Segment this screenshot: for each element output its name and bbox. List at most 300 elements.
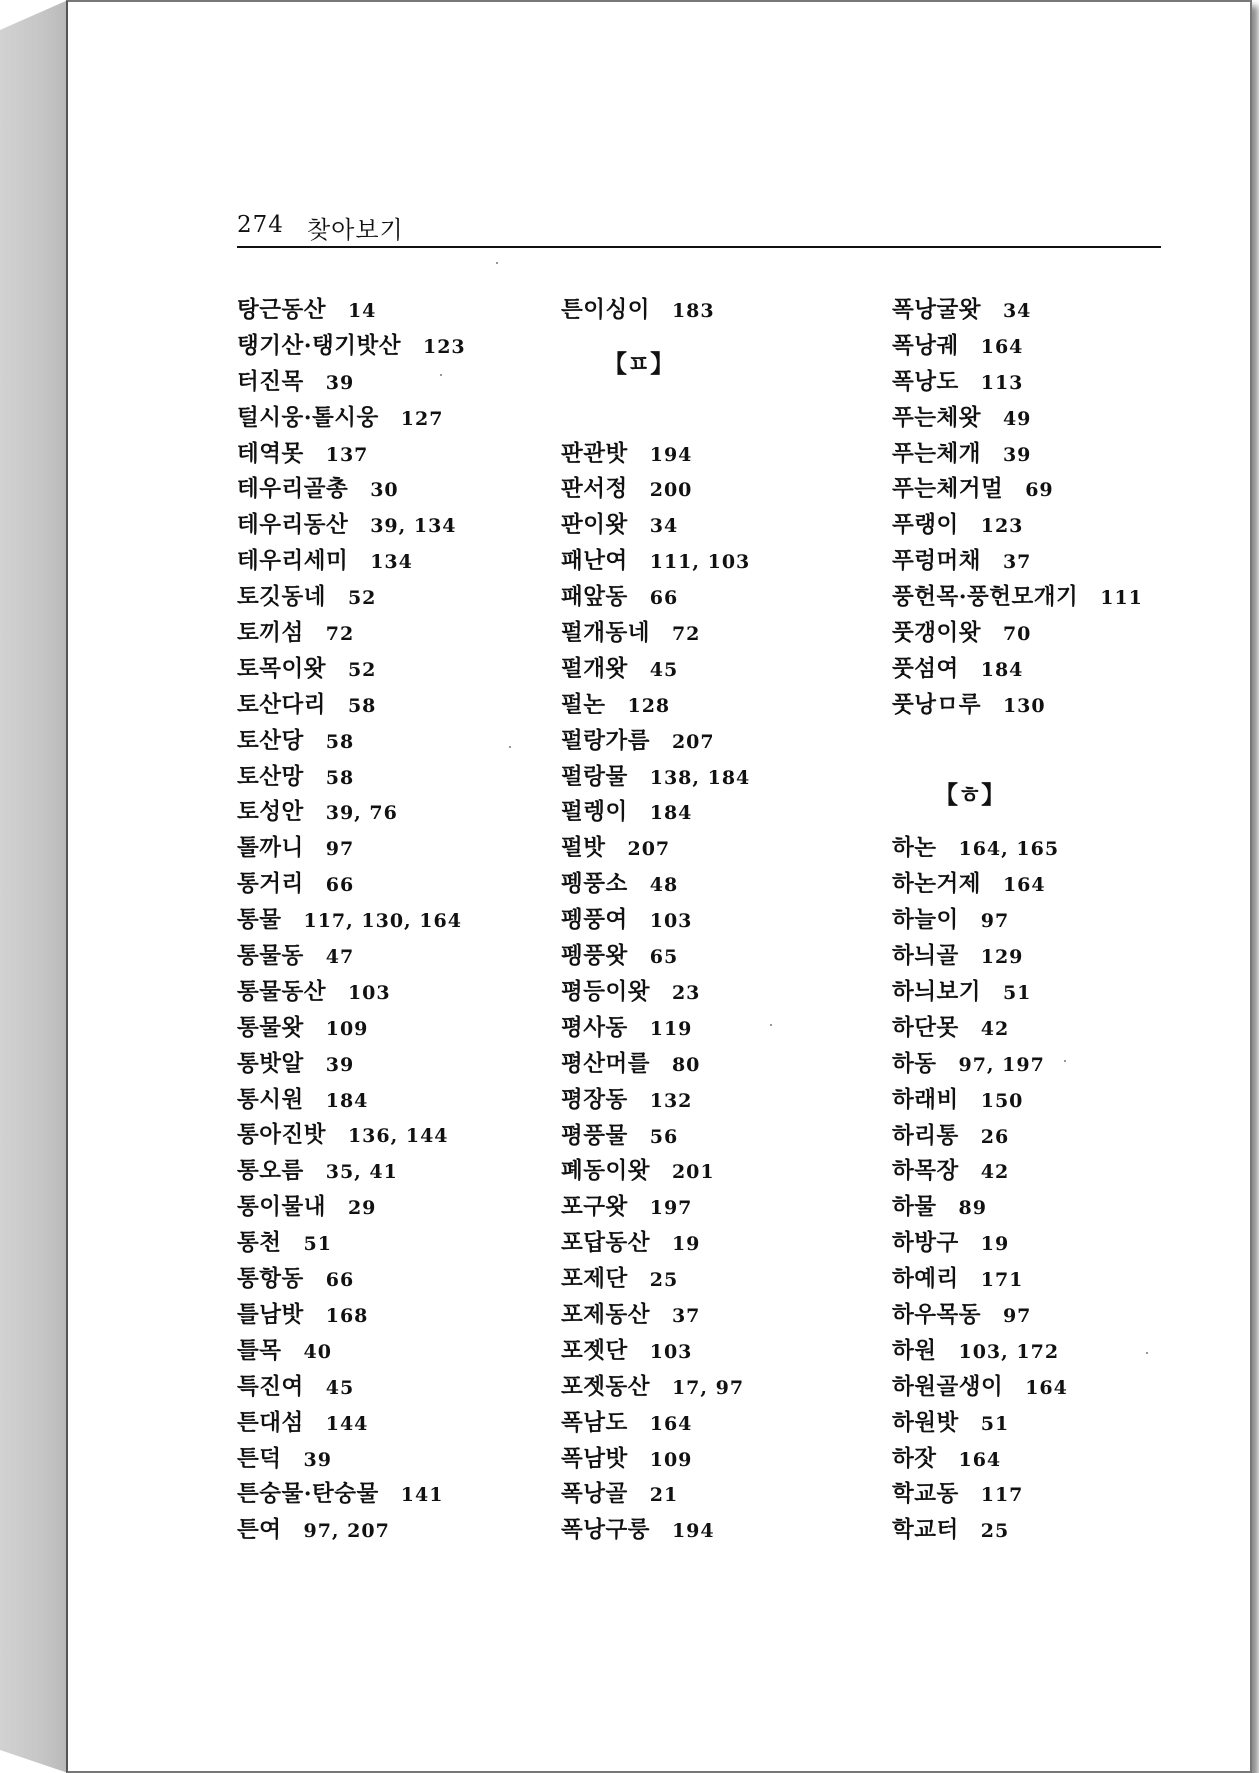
index-term: 푸는체왓 — [892, 404, 981, 431]
index-page-refs: 137 — [325, 443, 369, 466]
index-term: 포답동산 — [561, 1230, 650, 1257]
index-page-refs: 47 — [325, 946, 355, 969]
index-entry — [237, 543, 537, 579]
index-term: 하동 — [892, 1050, 937, 1077]
index-term: 폭낭궤 — [892, 332, 959, 359]
index-term: 폐동이왓 — [561, 1158, 650, 1185]
index-term: 하원 — [892, 1337, 937, 1364]
index-entry — [892, 1082, 1192, 1118]
index-entry — [892, 328, 1192, 364]
index-term: 튼덕 — [237, 1445, 282, 1472]
index-term: 평사동 — [561, 1014, 628, 1041]
index-page-refs: 66 — [325, 1269, 355, 1292]
index-entry — [237, 1369, 537, 1405]
index-term: 테우리골총 — [237, 476, 349, 503]
index-entry — [237, 938, 537, 974]
index-page-refs: 141 — [400, 1484, 444, 1507]
index-term: 통밧알 — [237, 1050, 304, 1077]
index-term: 평등이왓 — [561, 978, 650, 1005]
index-term: 하논거제 — [892, 871, 981, 898]
index-term: 통물동 — [237, 943, 304, 970]
index-term: 판이왓 — [561, 512, 628, 539]
index-entry — [892, 651, 1192, 687]
index-page-refs: 25 — [649, 1269, 679, 1292]
speck — [770, 1024, 772, 1026]
index-page-refs: 56 — [649, 1125, 679, 1148]
index-page-refs: 113 — [980, 371, 1024, 394]
index-entry — [892, 471, 1192, 507]
index-term: 토산다리 — [237, 691, 326, 718]
index-entry — [892, 543, 1192, 579]
index-page-refs: 164 — [980, 335, 1024, 358]
index-page-refs: 97, 207 — [303, 1520, 390, 1543]
index-page-refs: 97, 197 — [958, 1053, 1045, 1076]
index-term: 통이물내 — [237, 1194, 326, 1221]
index-page-refs: 34 — [1002, 300, 1032, 322]
index-entry — [561, 471, 861, 507]
index-term: 터진목 — [237, 368, 304, 395]
index-term: 평산머를 — [561, 1050, 650, 1077]
index-page-refs: 134 — [370, 551, 413, 574]
index-page-refs: 51 — [303, 1233, 332, 1256]
index-entry — [237, 902, 537, 938]
index-term: 폭남밧 — [561, 1445, 628, 1472]
index-term: 패난여 — [561, 548, 628, 575]
index-term: 테우리세미 — [237, 548, 349, 575]
index-term: 통시원 — [237, 1086, 304, 1113]
index-page-refs: 128 — [627, 694, 671, 717]
index-entry — [561, 794, 861, 830]
index-page-refs: 39 — [325, 371, 355, 394]
index-entry — [237, 1082, 537, 1118]
index-term: 펄개왓 — [561, 655, 628, 682]
speck — [496, 262, 498, 264]
index-entry — [561, 687, 861, 723]
index-page-refs: 39, 134 — [370, 515, 457, 538]
index-page-refs: 164 — [1025, 1376, 1068, 1399]
index-term: 하원골생이 — [892, 1373, 1004, 1400]
index-entry — [237, 1046, 537, 1082]
page-header — [237, 212, 1161, 248]
index-page-refs: 97 — [1002, 1304, 1032, 1327]
index-page-refs: 19 — [671, 1233, 701, 1256]
index-entry — [237, 292, 537, 328]
index-entry — [892, 1010, 1192, 1046]
index-term: 펄논 — [561, 691, 606, 718]
index-entry — [561, 1512, 861, 1548]
index-entry — [237, 579, 537, 615]
index-page-refs: 51 — [980, 1412, 1010, 1435]
index-term: 포젯동산 — [561, 1373, 650, 1400]
index-spacer — [892, 723, 1192, 759]
index-page-refs: 127 — [400, 407, 444, 430]
index-term: 털시웅·톨시웅 — [237, 404, 379, 431]
index-page-refs: 37 — [671, 1304, 701, 1327]
index-page-refs: 111 — [1100, 587, 1143, 610]
index-entry — [237, 1153, 537, 1189]
index-page-refs: 117 — [980, 1484, 1024, 1507]
index-page-refs: 17, 97 — [671, 1376, 745, 1399]
index-term: 틀목 — [237, 1337, 282, 1364]
index-term: 펄개동네 — [561, 620, 650, 647]
index-page-refs: 35, 41 — [325, 1161, 398, 1184]
index-page-refs: 144 — [325, 1412, 369, 1435]
index-term: 하논 — [892, 835, 937, 862]
index-page-refs: 21 — [649, 1484, 679, 1507]
index-entry — [561, 436, 861, 472]
index-entry — [237, 1225, 537, 1261]
index-entry — [237, 866, 537, 902]
index-page-refs: 168 — [325, 1304, 369, 1327]
index-entry — [237, 830, 537, 866]
index-entry — [561, 1118, 861, 1154]
index-entry — [237, 1476, 537, 1512]
index-column-1 — [237, 292, 537, 1548]
index-entry — [237, 364, 537, 400]
index-term: 통항동 — [237, 1266, 304, 1293]
index-entry — [561, 292, 861, 328]
index-entry — [237, 615, 537, 651]
index-term: 통오름 — [237, 1158, 304, 1185]
index-term: 폭남도 — [561, 1409, 628, 1436]
index-term: 튼이싱이 — [561, 297, 650, 323]
index-entry — [892, 1261, 1192, 1297]
index-term: 펭풍소 — [561, 871, 628, 898]
index-entry — [892, 579, 1192, 615]
index-term: 하목장 — [892, 1158, 959, 1185]
index-page-refs: 183 — [671, 300, 715, 322]
index-term: 튼대섬 — [237, 1409, 304, 1436]
index-page-refs: 194 — [671, 1520, 715, 1543]
index-entry — [561, 1082, 861, 1118]
index-page-refs: 164 — [958, 1448, 1002, 1471]
index-page-refs: 97 — [325, 838, 355, 861]
speck — [440, 374, 442, 376]
index-page-refs: 40 — [303, 1340, 332, 1363]
index-entry — [561, 1010, 861, 1046]
index-term: 하늘이 — [892, 907, 959, 934]
index-term: 하원밧 — [892, 1409, 959, 1436]
index-term: 판서정 — [561, 476, 628, 503]
index-page-refs: 23 — [671, 981, 701, 1004]
index-entry — [561, 507, 861, 543]
index-term: 풍헌목·풍헌모개기 — [892, 584, 1079, 611]
book-spine-edge — [0, 0, 68, 1773]
index-page-refs: 184 — [649, 802, 693, 825]
index-term: 하우목동 — [892, 1301, 981, 1328]
index-page-refs: 132 — [649, 1089, 693, 1112]
index-entry — [237, 651, 537, 687]
index-page-refs: 51 — [1002, 981, 1032, 1004]
index-term: 통천 — [237, 1230, 282, 1257]
index-page-refs: 29 — [347, 1197, 377, 1220]
index-entry — [237, 1441, 537, 1477]
index-entry — [561, 1476, 861, 1512]
index-entry — [892, 507, 1192, 543]
index-entry — [561, 759, 861, 795]
index-entry — [892, 436, 1192, 472]
index-spacer — [561, 400, 861, 436]
index-page-refs: 66 — [325, 874, 355, 897]
index-page-refs: 150 — [980, 1089, 1024, 1112]
index-term: 푸랭이 — [892, 512, 959, 539]
index-term: 풋섬여 — [892, 655, 959, 682]
index-entry — [892, 1118, 1192, 1154]
index-entry — [561, 1046, 861, 1082]
index-entry — [892, 866, 1192, 902]
index-entry — [892, 1153, 1192, 1189]
index-column-3 — [892, 292, 1192, 1548]
index-section-heading: 【ㅍ】 — [603, 348, 675, 378]
index-entry — [237, 400, 537, 436]
index-term: 포제동산 — [561, 1301, 650, 1328]
index-term: 토성안 — [237, 799, 304, 826]
index-entry — [892, 292, 1192, 328]
index-page-refs: 123 — [422, 335, 466, 358]
index-term: 하래비 — [892, 1086, 959, 1113]
index-page-refs: 123 — [980, 515, 1024, 538]
index-page-refs: 130 — [1002, 694, 1046, 717]
index-entry — [237, 1297, 537, 1333]
index-page-refs: 39 — [1002, 443, 1032, 466]
index-term: 토산망 — [237, 763, 304, 790]
index-term: 하방구 — [892, 1230, 959, 1257]
index-page-refs: 39 — [303, 1448, 332, 1471]
index-entry — [892, 938, 1192, 974]
index-entry — [561, 1153, 861, 1189]
index-page-refs: 48 — [649, 874, 679, 897]
index-page-refs: 19 — [980, 1233, 1010, 1256]
index-term: 탕근동산 — [237, 297, 326, 323]
index-term: 틀남밧 — [237, 1301, 304, 1328]
index-term: 하잣 — [892, 1445, 937, 1472]
index-entry — [892, 830, 1192, 866]
page-number: 274 — [237, 212, 284, 238]
index-entry — [561, 1261, 861, 1297]
index-term: 학교터 — [892, 1517, 959, 1544]
index-term: 하늬골 — [892, 943, 959, 970]
index-entry — [237, 759, 537, 795]
index-page-refs: 69 — [1025, 479, 1054, 502]
index-term: 펄밧 — [561, 835, 606, 862]
index-page-refs: 200 — [649, 479, 693, 502]
index-entry — [561, 1405, 861, 1441]
index-term: 튼숭물·탄숭물 — [237, 1481, 379, 1508]
index-term: 폭낭구룽 — [561, 1517, 650, 1544]
index-page-refs: 39 — [325, 1053, 355, 1076]
index-page-refs: 80 — [671, 1053, 701, 1076]
index-page-refs: 52 — [347, 587, 377, 610]
index-page-refs: 34 — [649, 515, 679, 538]
index-term: 통물동산 — [237, 978, 326, 1005]
index-page-refs: 119 — [649, 1017, 693, 1040]
index-page-refs: 197 — [649, 1197, 693, 1220]
index-entry — [237, 687, 537, 723]
index-page-refs: 45 — [649, 658, 679, 681]
index-entry — [237, 1117, 537, 1153]
index-term: 하예리 — [892, 1266, 959, 1293]
index-entry — [561, 615, 861, 651]
index-term: 평장동 — [561, 1086, 628, 1113]
index-term: 특진여 — [237, 1373, 304, 1400]
index-entry — [561, 1441, 861, 1477]
index-entry — [237, 1405, 537, 1441]
index-entry — [892, 1297, 1192, 1333]
index-page-refs: 103 — [649, 910, 693, 933]
index-entry — [237, 328, 537, 364]
index-term: 푸는체개 — [892, 440, 981, 467]
index-page-refs: 65 — [649, 946, 679, 969]
index-page-refs: 103, 172 — [958, 1340, 1060, 1363]
index-term: 풋갱이왓 — [892, 620, 981, 647]
index-term: 포제단 — [561, 1266, 628, 1293]
index-entry — [561, 938, 861, 974]
index-entry — [237, 1261, 537, 1297]
index-page-refs: 207 — [627, 838, 671, 861]
index-term: 펄랑가름 — [561, 727, 650, 754]
index-term: 통물 — [237, 907, 282, 934]
index-entry — [892, 1476, 1192, 1512]
index-entry — [237, 723, 537, 759]
index-page-refs: 97 — [980, 910, 1010, 933]
index-term: 탱기산·탱기밧산 — [237, 332, 401, 359]
index-term: 테역못 — [237, 440, 304, 467]
index-entry — [237, 1189, 537, 1225]
index-term: 포구왓 — [561, 1194, 628, 1221]
index-page-refs: 109 — [649, 1448, 693, 1471]
index-section-heading: 【ㅎ】 — [934, 779, 1006, 809]
index-term: 푸렁머채 — [892, 548, 981, 575]
index-page-refs: 103 — [347, 981, 391, 1004]
index-page-refs: 136, 144 — [347, 1125, 449, 1148]
index-entry — [561, 830, 861, 866]
index-page-refs: 37 — [1002, 551, 1032, 574]
index-page-refs: 70 — [1002, 623, 1032, 646]
index-column-2 — [561, 292, 861, 1548]
index-term: 하단못 — [892, 1014, 959, 1041]
index-page-refs: 66 — [649, 587, 679, 610]
index-entry — [892, 1369, 1192, 1405]
index-page-refs: 72 — [325, 623, 355, 646]
index-entry — [237, 436, 537, 472]
index-term: 평풍물 — [561, 1122, 628, 1149]
index-term: 테우리동산 — [237, 512, 349, 539]
index-term: 통아진밧 — [237, 1122, 326, 1149]
index-entry — [892, 1225, 1192, 1261]
index-entry — [892, 902, 1192, 938]
index-page-refs: 164 — [649, 1412, 693, 1435]
index-term: 하물 — [892, 1194, 937, 1221]
index-term: 토끼섬 — [237, 620, 304, 647]
index-page-refs: 42 — [980, 1161, 1010, 1184]
index-term: 튼여 — [237, 1517, 282, 1544]
index-term: 펄랑물 — [561, 763, 628, 790]
index-term: 토산당 — [237, 727, 304, 754]
index-entry — [561, 1297, 861, 1333]
index-entry — [237, 974, 537, 1010]
index-entry — [892, 400, 1192, 436]
index-page-refs: 201 — [671, 1161, 715, 1184]
index-entry — [892, 1405, 1192, 1441]
index-entry — [561, 1333, 861, 1369]
index-entry — [237, 1010, 537, 1046]
index-entry — [892, 1333, 1192, 1369]
index-entry — [561, 1369, 861, 1405]
index-term: 하늬보기 — [892, 978, 981, 1005]
index-entry — [237, 1333, 537, 1369]
index-entry — [561, 1225, 861, 1261]
index-page-refs: 103 — [649, 1340, 693, 1363]
index-entry — [892, 687, 1192, 723]
index-term: 패앞동 — [561, 584, 628, 611]
index-entry — [892, 364, 1192, 400]
index-entry — [237, 507, 537, 543]
index-page-refs: 26 — [980, 1125, 1010, 1148]
index-entry — [892, 1512, 1192, 1548]
index-page-refs: 58 — [325, 766, 355, 789]
index-entry — [237, 471, 537, 507]
index-term: 통물왓 — [237, 1014, 304, 1041]
index-term: 폭낭도 — [892, 368, 959, 395]
index-page-refs: 14 — [347, 300, 377, 322]
index-term: 푸는체거멀 — [892, 476, 1004, 503]
index-page-refs: 52 — [347, 658, 377, 681]
index-term: 포젯단 — [561, 1337, 628, 1364]
index-page-refs: 138, 184 — [649, 766, 751, 789]
index-entry — [237, 794, 537, 830]
index-entry — [561, 651, 861, 687]
index-page-refs: 171 — [980, 1269, 1024, 1292]
index-term: 토깃동네 — [237, 584, 326, 611]
index-term: 하리통 — [892, 1122, 959, 1149]
index-entry — [561, 974, 861, 1010]
index-page-refs: 164, 165 — [958, 838, 1060, 861]
index-page-refs: 89 — [958, 1197, 987, 1220]
page-title: 찾아보기 — [307, 216, 404, 244]
index-page-refs: 164 — [1002, 874, 1046, 897]
index-page-refs: 184 — [325, 1089, 369, 1112]
index-page-refs: 117, 130, 164 — [303, 910, 462, 933]
index-entry — [561, 902, 861, 938]
index-entry — [561, 723, 861, 759]
index-entry — [237, 1512, 537, 1548]
index-page-refs: 129 — [980, 946, 1024, 969]
index-entry — [892, 1189, 1192, 1225]
index-term: 폭낭골 — [561, 1481, 628, 1508]
index-entry — [561, 866, 861, 902]
speck — [1146, 1352, 1148, 1354]
speck — [509, 746, 511, 748]
index-entry — [892, 1441, 1192, 1477]
index-term: 판관밧 — [561, 440, 628, 467]
index-page-refs: 111, 103 — [649, 551, 751, 574]
index-entry — [892, 1046, 1192, 1082]
index-entry — [892, 615, 1192, 651]
index-page-refs: 49 — [1002, 407, 1032, 430]
index-page-refs: 184 — [980, 658, 1024, 681]
index-term: 통거리 — [237, 871, 304, 898]
index-page-refs: 72 — [671, 623, 701, 646]
index-page-refs: 42 — [980, 1017, 1010, 1040]
index-page-refs: 207 — [671, 730, 715, 753]
index-page-refs: 25 — [980, 1520, 1010, 1543]
index-page-refs: 109 — [325, 1017, 369, 1040]
index-term: 학교동 — [892, 1481, 959, 1508]
index-entry — [561, 543, 861, 579]
index-term: 톨까니 — [237, 835, 304, 862]
speck — [1064, 1060, 1066, 1062]
index-entry — [561, 579, 861, 615]
